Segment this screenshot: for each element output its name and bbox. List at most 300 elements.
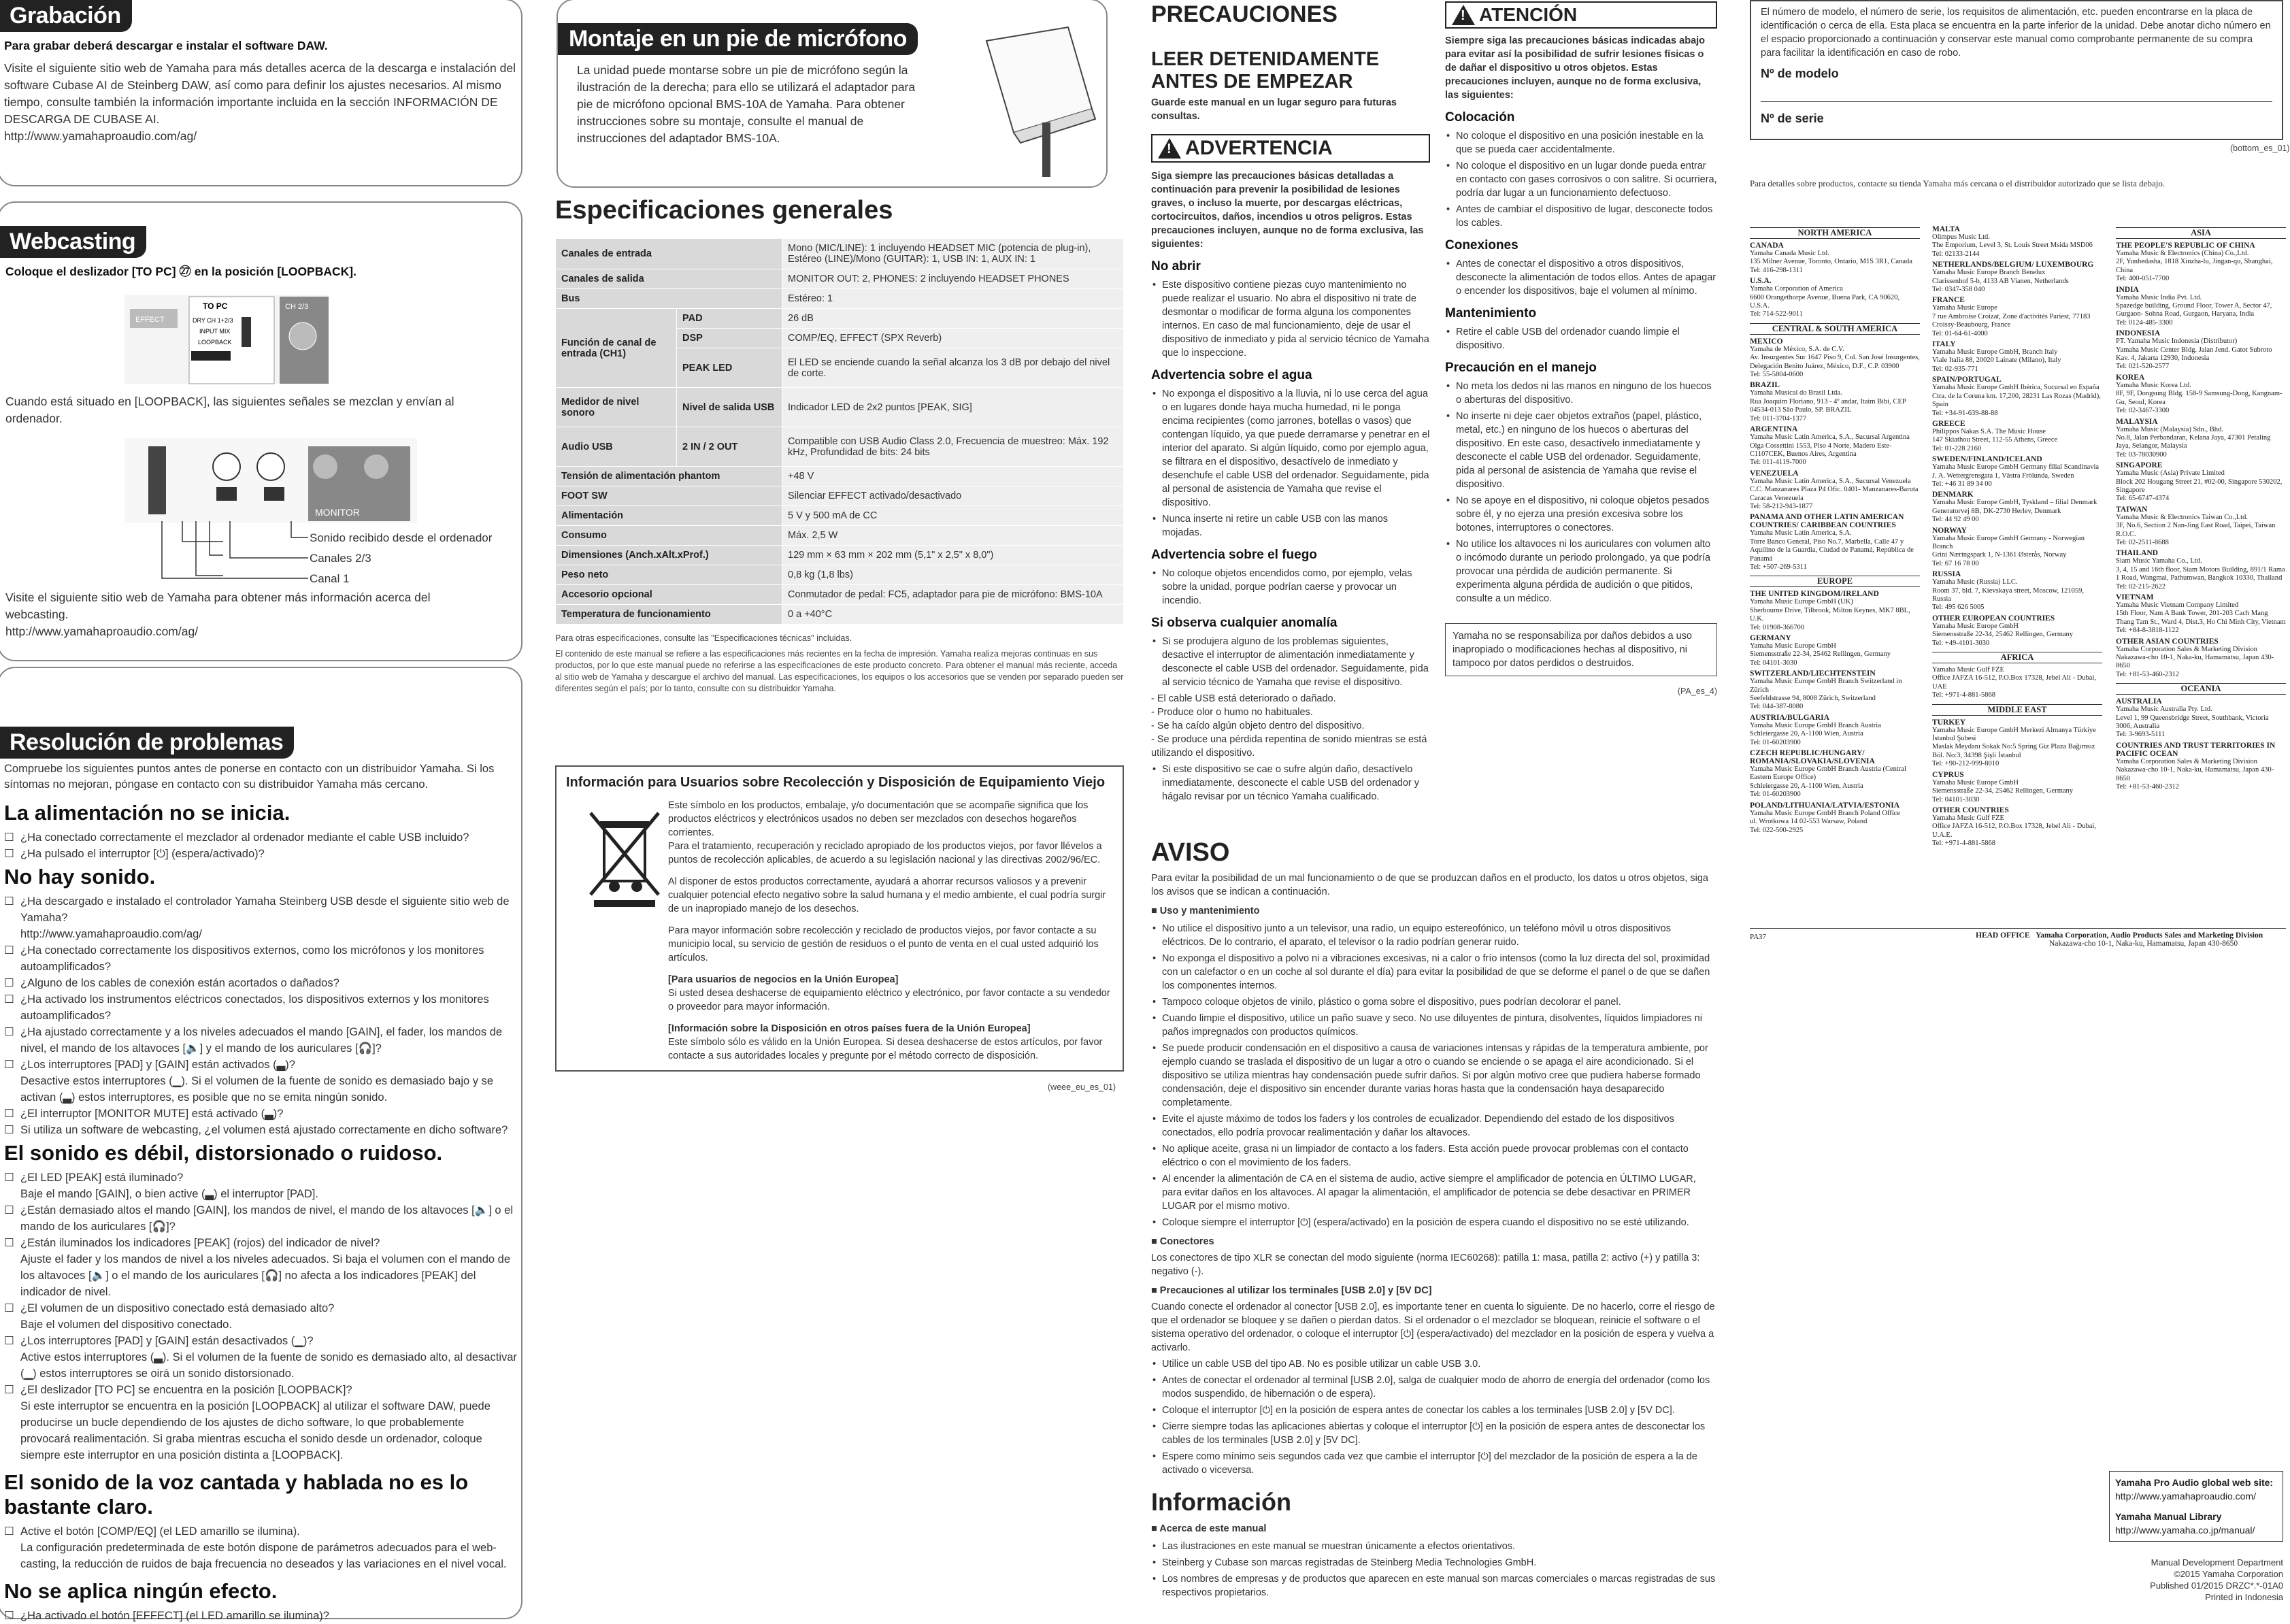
country-heading: NETHERLANDS/BELGIUM/ LUXEMBOURG — [1932, 261, 2094, 269]
precautions-lead: LEER DETENIDAMENTE ANTES DE EMPEZAR — [1151, 48, 1380, 93]
country-heading: THAILAND — [2116, 549, 2158, 558]
country-heading: OTHER EUROPEAN COUNTRIES — [1932, 614, 2055, 623]
dealer-company: Yamaha Music India Pvt. Ltd. — [2116, 293, 2202, 301]
row-value: MONITOR OUT: 2, PHONES: 2 incluyendo HEADSET PHONES — [782, 269, 1124, 289]
country-heading: INDIA — [2116, 285, 2139, 294]
list-item: • No exponga el dispositivo a polvo ni a vibraciones excesivas, ni a calor o frío intensos (como la luz directa del sol, proximidad con un calefactor o en un coche al sol durante el día) para evitar la posibilidad de que se deforme el panel o de que se dañen los componentes internos. — [1151, 952, 1717, 993]
webcasting-panel — [0, 201, 522, 661]
row-value: 0,8 kg (1,8 lbs) — [782, 565, 1124, 585]
precautions-title: PRECAUCIONES — [1151, 1, 1338, 27]
weee-h5: [Información sobre la Disposición en otros países fuera de la Unión Europea] — [668, 1023, 1031, 1034]
check-item: ☐ ¿El deslizador [TO PC] se encuentra en la posición [LOOPBACK]? — [4, 1382, 517, 1398]
dealer-address: Siemensstraße 22-34, 25462 Rellingen, Germany — [1932, 787, 2074, 795]
check-answer: Desactive estos interruptores (▁). Si el volumen de la fuente de sonido es demasiado bajo y se activan (▃) estos interruptores, es posible que no se emita ningún sonido. — [20, 1075, 494, 1104]
head-office-row — [1750, 928, 2286, 948]
country-heading: THE PEOPLE'S REPUBLIC OF CHINA — [2116, 242, 2255, 250]
dealer-address: Tel: +46 31 89 34 00 — [1932, 480, 1992, 488]
country-heading: CYPRUS — [1932, 770, 1964, 779]
country-heading: MALTA — [1932, 225, 1960, 233]
dealer-company: Yamaha Music Australia Pty. Ltd. — [2116, 706, 2212, 714]
aviso-sub-usb-label: Precauciones al utilizar los terminales [USB 2.0] y [5V DC] — [1159, 1285, 1432, 1296]
dealer-company: Yamaha Music Europe GmbH Branch Poland Office — [1750, 809, 1900, 817]
country-heading: CANADA — [1750, 242, 1784, 250]
row-header: Alimentación — [556, 506, 782, 526]
mic-stand-title: Montaje en un pie de micrófono — [558, 23, 918, 55]
dealer-address: Nakazawa-cho 10-1, Naka-ku, Hamamatsu, Japan 430-8650 — [2116, 766, 2274, 782]
check-item: ☐ ¿Los interruptores [PAD] y [GAIN] están desactivados (▁)? — [4, 1333, 517, 1349]
aviso-text: Para evitar la posibilidad de un mal funcionamiento o de que se produzcan daños en el producto, los datos u otros objetos, siga los avisos que se indican a continuación. — [1151, 873, 1708, 897]
sub-conexiones: Conexiones — [1445, 238, 1519, 252]
table-row — [556, 585, 1124, 605]
dealer-company: Yamaha Music Europe GmbH Germany filial Scandinavia — [1932, 463, 2100, 471]
dealer-address: Av. Insurgentes Sur 1647 Piso 9, Col. San José Insurgentes, Delegación Benito Juárez, México, D.F., C.P. 03900 — [1750, 354, 1920, 370]
sub-manejo: Precaución en el manejo — [1445, 361, 1597, 375]
anomaly-item: - Produce olor o humo no habituales. — [1151, 707, 1313, 718]
aviso-sub-conectores-label: Conectores — [1159, 1236, 1214, 1247]
check-item: ☐ ¿Ha conectado correctamente los dispositivos externos, como los micrófonos y los monitores autoamplificados? — [4, 942, 517, 975]
model-label: Nº de modelo — [1761, 67, 2272, 102]
check-item: ☐ ¿Alguno de los cables de conexión están acortados o dañados? — [4, 975, 517, 991]
aviso-sub-uso: ■ Uso y mantenimiento — [1151, 906, 1260, 916]
dealer-address: Torre Banco General, Piso No.7, Marbella, Calle 47 y Aquilino de la Guardia, Ciudad de Panamá, República de Panamá — [1750, 537, 1914, 563]
row-value: Mono (MIC/LINE): 1 incluyendo HEADSET MIC (potencia de plug-in), Estéreo (LINE)/Mono (GUITAR): 1, USB IN: 1, AUX IN: 1 — [782, 239, 1124, 269]
weee-p5: Este símbolo sólo es válido en la Unión Europea. Si desea deshacerse de estos artículos, por favor contacte a sus autoridades locales y pregunte por el método correcto de disposición. — [668, 1037, 1103, 1061]
dealer-address: Tel: 02133-2144 — [1932, 250, 1980, 258]
info-sub-label: Acerca de este manual — [1159, 1523, 1267, 1534]
dealer-address: 135 Milner Avenue, Toronto, Ontario, M1S 3R1, Canada — [1750, 258, 1912, 266]
dealer-address: Tel: 02-2511-8688 — [2116, 538, 2169, 546]
country-heading: CZECH REPUBLIC/HUNGARY/ ROMANIA/SLOVAKIA/SLOVENIA — [1750, 749, 1875, 766]
precautions-leadsub: Guarde este manual en un lugar seguro para futuras consultas. — [1151, 97, 1397, 122]
dealer-address: Tel: +34-91-639-88-88 — [1932, 409, 1998, 417]
dealer-address: Tel: +49-4101-3030 — [1932, 639, 1990, 647]
dealer-company: Yamaha Music (Malaysia) Sdn., Bhd. — [2116, 425, 2223, 433]
row-subheader: 2 IN / 2 OUT — [677, 427, 782, 467]
dealer-company: Siam Music Yamaha Co., Ltd. — [2116, 557, 2202, 565]
dealer-company: Yamaha Music (Russia) LLC. — [1932, 578, 2018, 586]
dealer-company: Yamaha Music Gulf FZE — [1932, 814, 2004, 822]
check-item: ☐ ¿Están iluminados los indicadores [PEAK] (rojos) del indicador de nivel? — [4, 1235, 517, 1251]
websites-box — [2109, 1471, 2283, 1542]
dealer-address: The Emporium, Level 3, St. Louis Street Msida MSD06 — [1932, 242, 2093, 250]
sub-mantenimiento: Mantenimiento — [1445, 306, 1537, 320]
dealer-address: Tel: 58-212-943-1877 — [1750, 502, 1813, 510]
country-heading: AUSTRIA/BULGARIA — [1750, 713, 1829, 722]
row-value: Compatible con USB Audio Class 2.0, Frecuencia de muestreo: Máx. 192 kHz, Profundidad de bits: 24 bits — [782, 427, 1124, 467]
row-value: Silenciar EFFECT activado/desactivado — [782, 486, 1124, 506]
column-3 — [1138, 0, 1723, 1607]
dealer-address: Viale Italia 88, 20020 Lainate (Milano), Italy — [1932, 357, 2061, 365]
svg-text:INPUT MIX: INPUT MIX — [199, 328, 231, 335]
list-item: • Antes de conectar el ordenador al terminal [USB 2.0], salga de cualquier modo de ahorro de energía del ordenador (como los modos suspendido, de hibernación o de espera). — [1151, 1374, 1717, 1401]
row-value: Conmutador de pedal: FC5, adaptador para pie de micrófono: BMS-10A — [782, 585, 1124, 605]
row-subheader: PAD — [677, 309, 782, 329]
table-row — [556, 467, 1124, 486]
dealer-company: Yamaha Music Korea Ltd. — [2116, 381, 2191, 389]
warning-icon — [1452, 5, 1475, 25]
precautions-right — [1445, 1, 1717, 697]
country-heading: OTHER ASIAN COUNTRIES — [2116, 637, 2219, 646]
dealer-col-c — [2116, 223, 2286, 792]
loopback-signal-diagram — [5, 433, 509, 589]
dealer-address: Clarissenhof 5-b, 4133 AB Vianen, Netherlands — [1932, 277, 2069, 285]
row-header: Medidor de nivel sonoro — [556, 388, 677, 427]
grabacion-panel — [0, 0, 522, 186]
table-row — [556, 269, 1124, 289]
list-item: • Antes de cambiar el dispositivo de lugar, desconecte todos los cables. — [1445, 203, 1717, 230]
dealer-company: Yamaha Corporation of America — [1750, 285, 1843, 293]
dealer-address: Tel: 416-298-1311 — [1750, 266, 1803, 274]
table-row — [556, 546, 1124, 565]
check-item: ☐ ¿El volumen de un dispositivo conectado está demasiado alto? — [4, 1300, 517, 1316]
weee-p1: Este símbolo en los productos, embalaje, y/o documentación que se acompañe significa que los productos eléctricos y electrónicos usados no deben ser mezclados con desechos hogareños corrientes. — [668, 800, 1089, 838]
dealer-company: Yamaha Canada Music Ltd. — [1750, 250, 1829, 257]
advertencia-text: Siga siempre las precauciones básicas detalladas a continuación para prevenir la posibilidad de lesiones graves, o incluso la muerte, por descargas eléctricas, cortocircuitos, daños, incendios u otros peligros. Estas precauciones incluyen, aunque no de forma exclusiva, las siguientes: — [1151, 171, 1424, 250]
list-item: • Antes de conectar el dispositivo a otros dispositivos, desconecte la alimentación de todos ellos. Antes de apagar o encender los dispositivos, baje el volumen al mínimo. — [1445, 257, 1717, 298]
site2-url[interactable]: http://www.yamaha.co.jp/manual/ — [2115, 1525, 2255, 1536]
svg-text:Canal 1: Canal 1 — [310, 572, 350, 585]
row-value: El LED se enciende cuando la señal alcanza los 3 dB por debajo del nivel de corte. — [782, 348, 1124, 388]
country-heading: FRANCE — [1932, 296, 1965, 305]
dealer-address: Tel: +971-4-881-5868 — [1932, 840, 1995, 848]
list-item: • No se apoye en el dispositivo, ni coloque objetos pesados sobre él, y no ejerza una presión excesiva sobre los botones, interruptores o conectores. — [1445, 494, 1717, 535]
dealer-address: Tel: +81-53-460-2312 — [2116, 670, 2179, 678]
aviso-sub-uso-label: Uso y mantenimiento — [1159, 906, 1260, 916]
row-header: Temperatura de funcionamiento — [556, 605, 782, 625]
dealer-address: Tel: +507-269-5311 — [1750, 563, 1807, 571]
pa-code: (PA_es_4) — [1677, 686, 1717, 696]
dealer-company: Yamaha Music Europe — [1932, 304, 1997, 312]
svg-text:EFFECT: EFFECT — [135, 316, 165, 324]
table-row — [556, 289, 1124, 309]
dealer-company: Yamaha Music Europe GmbH — [1932, 622, 2019, 630]
head-office — [1976, 931, 2263, 948]
region-heading: MIDDLE EAST — [1932, 704, 2102, 716]
dealer-address: Tel: 011-4119-7000 — [1750, 459, 1806, 467]
country-heading: KOREA — [2116, 373, 2145, 382]
dealer-address: Tel: 400-051-7700 — [2116, 275, 2170, 283]
dealer-company: Yamaha Music Europe Branch Benelux — [1932, 269, 2046, 277]
dealer-address: 3F, No.6, Section 2 Nan-Jing East Road, Taipei, Taiwan R.O.C. — [2116, 522, 2276, 538]
webcasting-title: Webcasting — [0, 226, 146, 258]
row-header: Accesorio opcional — [556, 585, 782, 605]
row-value: 26 dB — [782, 309, 1124, 329]
table-row — [556, 239, 1124, 269]
list-item: • No meta los dedos ni las manos en ninguno de los huecos o aberturas del dispositivo. — [1445, 380, 1717, 407]
dealer-company: Yamaha Music Europe GmbH (UK) — [1750, 598, 1853, 606]
dealer-address: Yamaha Music Center Bldg. Jalan Jend. Gatot Subroto Kav. 4, Jakarta 12930, Indonesia — [2116, 346, 2272, 363]
dealer-col-b — [1932, 223, 2102, 848]
dealer-address: Nakazawa-cho 10-1, Naka-ku, Hamamatsu, Japan 430-8650 — [2116, 654, 2274, 670]
dealer-address: ul. Wrotkowa 14 02-553 Warsaw, Poland — [1750, 818, 1868, 826]
aviso-sub-usb: ■ Precauciones al utilizar los terminales [USB 2.0] y [5V DC] — [1151, 1285, 1432, 1296]
dealer-company: Yamaha Music Europe GmbH Branch Austria (Central Eastern Europe Office) — [1750, 765, 1906, 782]
spec-title: Especificaciones generales — [555, 196, 893, 225]
dealer-address: No.8, Jalan Perbandaran, Kelana Jaya, 47301 Petaling Jaya, Selangor, Malaysia — [2116, 433, 2271, 450]
row-header: Audio USB — [556, 427, 677, 467]
footer-line: Published 01/2015 DRZC*.*-01A0 — [2150, 1580, 2283, 1591]
grabacion-body: Visite el siguiente sitio web de Yamaha para más detalles acerca de la descarga e instalación del software Cubase AI de Steinberg DAW, así como para definir los ajustes necesarios. Al mismo tiempo, consulte también la información importante incluida en la sección INFORMACIÓN DE DESCARGA DE CUBASE AI. — [4, 61, 516, 126]
region-heading: EUROPE — [1750, 576, 1920, 587]
list-item: • Las ilustraciones en este manual se muestran únicamente a efectos orientativos. — [1151, 1540, 1717, 1553]
disclaimer-box: Yamaha no se responsabiliza por daños debidos a uso inapropiado o modificaciones hechas al dispositivo, ni tampoco por datos perdidos o destruidos. — [1445, 623, 1717, 676]
dealer-company: Yamaha Music Vietnam Company Limited — [2116, 601, 2239, 609]
sub-agua: Advertencia sobre el agua — [1151, 368, 1312, 382]
dealer-address: Tel: 022-500-2925 — [1750, 826, 1804, 834]
weee-p2: Al disponer de estos productos correctamente, ayudará a ahorrar recursos valiosos y a prevenir cualquier potencial efecto negativo sobre la salud humana y el medio ambiente, el cual podría surgir de un inapropiado manejo de los desechos. — [668, 876, 1106, 914]
row-value: COMP/EQ, EFFECT (SPX Reverb) — [782, 329, 1124, 348]
row-header: Consumo — [556, 526, 782, 546]
dealer-address: Tel: 01-60203900 — [1750, 791, 1801, 799]
dealer-address: Level 1, 99 Queensbridge Street, Southbank, Victoria 3006, Australia — [2116, 714, 2269, 731]
country-heading: POLAND/LITHUANIA/LATVIA/ESTONIA — [1750, 801, 1900, 810]
dealer-address: Tel: +81-53-460-2312 — [2116, 783, 2179, 791]
row-value: Indicador LED de 2x2 puntos [PEAK, SIG] — [782, 388, 1124, 427]
anomaly-item: - Se produce una pérdida repentina de sonido mientras se está utilizando el dispositivo. — [1151, 734, 1427, 759]
check-item: ☐ ¿Ha pulsado el interruptor [⏻] (espera/activado)? — [4, 846, 517, 862]
row-value: 129 mm × 63 mm × 202 mm (5,1" x 2,5" x 8,0") — [782, 546, 1124, 565]
dealer-address: Office JAFZA 16-512, P.O.Box 17328, Jebel Ali - Dubai, U.A.E. — [1932, 823, 2097, 839]
troubleshooting-title: Resolución de problemas — [0, 727, 294, 759]
dealer-address: Office JAFZA 16-512, P.O.Box 17328, Jebel Ali - Dubai, UAE — [1932, 674, 2097, 691]
list-item: • Tampoco coloque objetos de vinilo, plástico o goma sobre el dispositivo, pues podrían decolorar el panel. — [1151, 995, 1717, 1009]
list-item: • Se puede producir condensación en el dispositivo a causa de variaciones intensas y rápidas de la temperatura ambiente, por ejemplo cuando se traslada el dispositivo de un lugar a otro o cuando se enciende o se apaga el aire acondicionado. Si el dispositivo se utiliza mientras hay condensación puede sufrir daños. Si por algún motivo cree que pudiera haberse formado condensación, deje el dispositivo sin encender durante varias horas hasta que la condensación haya desaparecido completamente. — [1151, 1042, 1717, 1110]
list-item: • Cierre siempre todas las aplicaciones abiertas y coloque el interruptor [⏻] en la posición de espera antes de desconectar los cables de los terminales [USB 2.0] y [5V DC]. — [1151, 1420, 1717, 1447]
model-serial-box — [1750, 0, 2283, 140]
check-item: ☐ ¿Ha conectado correctamente el mezclador al ordenador mediante el cable USB incluido? — [4, 829, 517, 846]
dealer-address: Tel: 01908-366700 — [1750, 623, 1805, 631]
country-heading: TURKEY — [1932, 718, 1966, 727]
check-item: ☐ ¿El LED [PEAK] está iluminado? — [4, 1170, 517, 1186]
dealer-address: 3, 4, 15 and 16th floor, Siam Motors Building, 891/1 Rama 1 Road, Wangmai, Pathumwan, Bangkok 10330, Thailand — [2116, 565, 2285, 582]
row-header: Peso neto — [556, 565, 782, 585]
driver-url[interactable]: http://www.yamahaproaudio.com/ag/ — [20, 928, 202, 940]
footer-line: Manual Development Department — [2151, 1557, 2283, 1568]
dealer-address: Tel: +90-212-999-8010 — [1932, 760, 1999, 768]
mic-stand-body: La unidad puede montarse sobre un pie de micrófono según la ilustración de la derecha; para ello se utilizará el adaptador para pie de micrófono opcional BMS-10A de Yamaha. Para obtener instrucciones sobre su montaje, consulte el manual de instrucciones del adaptador BMS-10A. — [577, 63, 916, 145]
aviso-sub-conectores: ■ Conectores — [1151, 1236, 1214, 1247]
dealer-address: Siemensstraße 22-34, 25462 Rellingen, Germany — [1932, 631, 2074, 639]
dealer-company: Yamaha Music & Electronics Taiwan Co.,Ltd. — [2116, 513, 2248, 521]
heading-no-sound: No hay sonido. — [4, 865, 156, 889]
heading-no-power: La alimentación no se inicia. — [4, 801, 291, 825]
head-office-label: HEAD OFFICE — [1976, 931, 2030, 940]
svg-text:Sonido recibido desde el orden: Sonido recibido desde el ordenador — [310, 531, 493, 544]
serial-label: Nº de serie — [1761, 112, 1824, 125]
country-heading: BRAZIL — [1750, 381, 1780, 390]
dealer-address: Room 37, bld. 7, Kievskaya street, Moscow, 121059, Russia — [1932, 586, 2085, 603]
bottom-code: (bottom_es_01) — [2230, 144, 2290, 153]
dealer-address: Spazedge building, Ground Floor, Tower A, Sector 47, Gurgaon- Sohna Road, Gurgaon, Haryana, India — [2116, 302, 2272, 318]
dealer-address: Tel: 44 92 49 00 — [1932, 516, 1979, 524]
list-item: • Nunca inserte ni retire un cable USB con las manos mojadas. — [1151, 512, 1430, 540]
dealer-company: PT. Yamaha Music Indonesia (Distributor) — [2116, 337, 2238, 346]
footer-line: ©2015 Yamaha Corporation — [2174, 1569, 2283, 1579]
country-heading: DENMARK — [1932, 491, 1974, 499]
dealer-address: Tel: 021-520-2577 — [2116, 363, 2170, 371]
spec-table — [555, 238, 1124, 625]
dealer-address: Seefeldstrasse 94, 8008 Zürich, Switzerland — [1750, 695, 1876, 703]
check-item: ☐ ¿Ha activado el botón [EFFECT] (el LED amarillo se ilumina)? — [4, 1608, 517, 1624]
check-answer: Ajuste el fader y los mandos de nivel a los niveles adecuados. Si baja el volumen con el mando de los altavoces [🔈] o el mando de los auriculares [🎧] no afecta a los indicadores [PEAK] del indicador de nivel. — [20, 1253, 511, 1298]
row-header: Canales de salida — [556, 269, 782, 289]
aviso-title: AVISO — [1151, 838, 1230, 867]
list-item: • Los nombres de empresas y de productos que aparecen en este manual son marcas comerciales o marcas registradas de sus respectivos propietarios. — [1151, 1572, 1717, 1600]
list-item: • No coloque el dispositivo en una posición inestable en la que se pueda caer accidentalmente. — [1445, 129, 1717, 156]
dealer-address: Maslak Meydanı Sokak No:5 Spring Giz Plaza Bağımsız Böl. No:3, 34398 Şişli İstanbul — [1932, 743, 2095, 759]
table-row — [556, 526, 1124, 546]
dealer-company: Yamaha Musical do Brasil Ltda. — [1750, 389, 1842, 397]
dealer-address: Tel: 67 16 78 00 — [1932, 559, 1979, 567]
dealer-address: Tel: +84-8-3818-1122 — [2116, 627, 2179, 635]
svg-text:CH 2/3: CH 2/3 — [285, 303, 309, 311]
list-item: • Al encender la alimentación de CA en el sistema de audio, active siempre el amplificador de potencia en ÚLTIMO LUGAR, para evitar daños en los altavoces. Al apagar la alimentación, el amplificador de potencia se debe desactivar en PRIMER LUGAR por el mismo motivo. — [1151, 1172, 1717, 1213]
country-heading: SPAIN/PORTUGAL — [1932, 376, 2002, 384]
country-heading: SINGAPORE — [2116, 461, 2163, 470]
contact-text: Para detalles sobre productos, contacte su tienda Yamaha más cercana o el distribuidor autorizado que se lista debajo. — [1750, 178, 2165, 188]
spec-note-1: Para otras especificaciones, consulte las "Especificaciones técnicas" incluidas. — [555, 633, 852, 643]
column-2 — [544, 0, 1128, 1607]
country-heading: MALAYSIA — [2116, 417, 2158, 426]
dealer-company: Yamaha Music Gulf FZE — [1932, 666, 2004, 674]
region-heading: CENTRAL & SOUTH AMERICA — [1750, 323, 1920, 335]
anomaly-item: - Se ha caído algún objeto dentro del dispositivo. — [1151, 720, 1365, 731]
row-value: Estéreo: 1 — [782, 289, 1124, 309]
dealer-company: Yamaha Corporation Sales & Marketing Division — [2116, 645, 2258, 653]
table-row — [556, 565, 1124, 585]
dealer-company: Yamaha Music Europe GmbH Merkezi Almanya Türkiye İstanbul Şubesi — [1932, 726, 2096, 743]
mic-stand-panel — [557, 0, 1108, 188]
country-heading: PANAMA AND OTHER LATIN AMERICAN COUNTRIES/ CARIBBEAN COUNTRIES — [1750, 513, 1904, 530]
dealer-address: Sherbourne Drive, Tilbrook, Milton Keynes, MK7 8BL, U.K. — [1750, 606, 1910, 623]
row-value: 5 V y 500 mA de CC — [782, 506, 1124, 526]
row-subheader: DSP — [677, 329, 782, 348]
aviso-section — [1151, 838, 1717, 1602]
weee-title: Información para Usuarios sobre Recolección y Disposición de Equipamiento Viejo — [566, 775, 1106, 790]
row-header: Bus — [556, 289, 782, 309]
troubleshooting-panel — [0, 667, 522, 1622]
list-item: • Steinberg y Cubase son marcas registradas de Steinberg Media Technologies GmbH. — [1151, 1556, 1717, 1570]
warning-icon — [1158, 138, 1181, 159]
dealer-company: Yamaha Music Latin America, S.A., Sucursal Argentina — [1750, 433, 1910, 442]
grabacion-url[interactable]: http://www.yamahaproaudio.com/ag/ — [4, 129, 197, 143]
list-item: • Retire el cable USB del ordenador cuando limpie el dispositivo. — [1445, 325, 1717, 352]
mic-stand-illustration — [966, 20, 1102, 177]
row-header: Tensión de alimentación phantom — [556, 467, 782, 486]
country-heading: INDONESIA — [2116, 329, 2161, 338]
dealer-address: Tel: 01-60203900 — [1750, 738, 1801, 746]
svg-text:TO PC: TO PC — [203, 301, 228, 311]
weee-p1b: Para el tratamiento, recuperación y reciclado apropiado de los productos viejos, por favor llévelos a puntos de recolección aplicables, de acuerdo a su legislación nacional y las directivas 2002/96/EC. — [668, 841, 1102, 865]
dealer-company: Yamaha Music Europe GmbH Germany - Norwegian Branch — [1932, 534, 2085, 550]
dealer-address: 6600 Orangethorpe Avenue, Buena Park, CA 90620, U.S.A. — [1750, 293, 1899, 310]
check-item: ☐ Active el botón [COMP/EQ] (el LED amarillo se ilumina). — [4, 1523, 517, 1540]
list-item: • No exponga el dispositivo a la lluvia, ni lo use cerca del agua o en lugares donde haya mucha humedad, ni le ponga encima recipientes (como jarrones, botellas o vasos) que contengan líquido, ya que puede derramarse y penetrar en el interior del aparato. Si algún líquido, como por ejemplo agua, se filtrara en el dispositivo, desactívelo de inmediato y desenchufe el cable USB del ordenador. Seguidamente, pida al personal de asistencia de Yamaha que revise el dispositivo. — [1151, 387, 1430, 510]
check-item: ☐ ¿Están demasiado altos el mando [GAIN], los mandos de nivel, el mando de los altavoces [🔈] o el mando de los auriculares [🎧]? — [4, 1202, 517, 1235]
precautions-left — [1151, 1, 1430, 806]
dealer-company: Yamaha Music Europe GmbH Branch Austria — [1750, 721, 1881, 729]
dealer-company: Olimpus Music Ltd. — [1932, 233, 1990, 241]
spec-note-2: El contenido de este manual se refiere a las especificaciones más recientes en la fecha de impresión. Yamaha realiza mejoras continuas en sus productos, por lo que este manual puede no referirse a las especificaciones de este producto concreto. Para obtener el manual más reciente, acceda al sitio web de Yamaha y descargue el archivo del manual. Las especificaciones, los equipos o los accesorios que se venden por separado pueden ser diferentes según el país; por lo tanto, consulte con su distribuidor Yamaha. — [555, 649, 1124, 693]
weee-p3: Para mayor información sobre recolección y reciclado de productos viejos, por favor contacte a su municipio local, su servicio de gestión de residuos o el punto de venta en el cual usted adquirió los artículos. — [668, 925, 1099, 963]
dealer-address: 8F, 9F, Dongsung Bldg. 158-9 Samsung-Dong, Kangnam-Gu, Seoul, Korea — [2116, 390, 2283, 406]
list-item: • Si este dispositivo se cae o sufre algún daño, desactívelo inmediatamente, desconecte el cable USB del ordenador y hágalo revisar por un técnico Yamaha cualificado. — [1151, 763, 1430, 803]
dealer-company: Yamaha Music Latin America, S.A., Sucursal Venezuela — [1750, 477, 1911, 485]
dealer-address: 15th Floor, Nam A Bank Tower, 201-203 Cach Mang Thang Tam St., Ward 4, Dist.3, Ho Chi Minh City, Vietnam — [2116, 610, 2286, 626]
sub-colocacion: Colocación — [1445, 110, 1515, 125]
list-item: • No aplique aceite, grasa ni un limpiador de contacto a los faders. Esta acción puede provocar problemas con el contacto eléctrico o con el movimiento de los faders. — [1151, 1142, 1717, 1170]
row-header: Función de canal de entrada (CH1) — [556, 309, 677, 388]
usb-text: Cuando conecte el ordenador al conector [USB 2.0], es importante tener en cuenta lo siguiente. De no hacerlo, corre el riesgo de que el ordenador se bloquee y se dañen o pierdan datos. Si el ordenador o el mezclador se bloquean, reinicie el software o el sistema operativo del ordenador, o coloque el interruptor [⏻] (espera/activado) del mezclador en la posición de espera y vuelva a activarlo. — [1151, 1302, 1715, 1353]
check-item: ☐ ¿Los interruptores [PAD] y [GAIN] están activados (▃)? — [4, 1057, 517, 1073]
dealer-address: Tel: 011-3704-1377 — [1750, 414, 1807, 422]
conectores-text: Los conectores de tipo XLR se conectan del modo siguiente (norma IEC60268): patilla 1: masa, patilla 2: activo (+) y patilla 3: negativo (-). — [1151, 1253, 1700, 1277]
site2-label: Yamaha Manual Library — [2115, 1511, 2222, 1522]
dealer-address: 2F, Yunhedasha, 1818 Xinzha-lu, Jingan-qu, Shanghai, China — [2116, 258, 2273, 274]
dealer-address: J. A. Wettergrensgata 1, Västra Frölunda, Sweden — [1932, 471, 2074, 480]
dealer-company: Yamaha Music Europe GmbH, Branch Italy — [1932, 348, 2058, 357]
weee-code: (weee_eu_es_01) — [1048, 1082, 1116, 1092]
site1-url[interactable]: http://www.yamahaproaudio.com/ — [2115, 1491, 2256, 1502]
dealer-company: Yamaha Music Europe GmbH — [1750, 642, 1836, 650]
country-heading: NORWAY — [1932, 526, 1967, 535]
head-office-name: Yamaha Corporation, Audio Products Sales and Marketing Division — [2036, 931, 2263, 940]
dealer-address: Tel: 03-78030900 — [2116, 450, 2167, 459]
table-row — [556, 605, 1124, 625]
region-heading: ASIA — [2116, 227, 2286, 239]
dealer-address: Tel: 04101-3030 — [1932, 795, 1980, 803]
check-item: ☐ ¿Ha activado los instrumentos eléctricos conectados, los dispositivos externos y los monitores autoamplificados? — [4, 991, 517, 1024]
row-header: FOOT SW — [556, 486, 782, 506]
dealer-address: Tel: 01-64-61-4000 — [1932, 329, 1988, 337]
table-row — [556, 309, 1124, 329]
dealer-address: Schleiergasse 20, A-1100 Wien, Austria — [1750, 782, 1863, 790]
dealer-company: Yamaha Music Europe GmbH Ibérica, Sucursal en España — [1932, 384, 2100, 392]
anomaly-item: - El cable USB está deteriorado o dañado. — [1151, 693, 1336, 704]
dealer-company: Yamaha Music Latin America, S.A. — [1750, 529, 1852, 537]
dealer-address: Tel: 0347-358 040 — [1932, 286, 1985, 294]
webcasting-url[interactable]: http://www.yamahaproaudio.com/ag/ — [5, 625, 199, 638]
country-heading: OTHER COUNTRIES — [1932, 806, 2009, 814]
footer-line: Printed in Indonesia — [2205, 1592, 2283, 1602]
check-item: ☐ ¿El interruptor [MONITOR MUTE] está activado (▃)? — [4, 1106, 517, 1122]
check-answer: Baje el volumen del dispositivo conectado. — [20, 1319, 232, 1331]
dealer-company: Yamaha Music & Electronics (China) Co.,Ltd. — [2116, 250, 2249, 257]
check-item: ☐ ¿Ha ajustado correctamente y a los niveles adecuados el mando [GAIN], el fader, los mandos de nivel, el mando de los altavoces [🔈] y el mando de los auriculares [🎧]? — [4, 1024, 517, 1057]
row-value: +48 V — [782, 467, 1124, 486]
dealer-address: Tel: 3-9693-5111 — [2116, 731, 2165, 739]
list-item: • Coloque siempre el interruptor [⏻] (espera/activado) en la posición de espera cuando el dispositivo no se esté utilizando. — [1151, 1216, 1717, 1229]
list-item: • Si se produjera alguno de los problemas siguientes, desactive el interruptor de alimentación inmediatamente y desconecte el cable USB del ordenador. Seguidamente, pida al servicio técnico de Yamaha que revise el dispositivo. — [1151, 635, 1430, 689]
list-item: • No utilice los altavoces ni los auriculares con volumen alto o incómodo durante un periodo prolongado, ya que podría provocar una pérdida de audición permanente. Si experimenta alguna pérdida de audición o que pitidos, consulte a un médico. — [1445, 537, 1717, 606]
country-heading: ARGENTINA — [1750, 425, 1798, 434]
check-answer: Baje el mando [GAIN], o bien active (▃) el interruptor [PAD]. — [20, 1188, 318, 1200]
svg-text:MONITOR: MONITOR — [315, 507, 360, 518]
webcasting-mid: Cuando está situado en [LOOPBACK], las siguientes señales se mezclan y envían al ordenador. — [5, 395, 454, 425]
dealer-address: Tel: 044-387-8080 — [1750, 703, 1804, 711]
country-heading: TAIWAN — [2116, 505, 2148, 514]
info-sub: ■ Acerca de este manual — [1151, 1523, 1267, 1534]
column-1 — [0, 0, 524, 1622]
advertencia-header — [1151, 134, 1430, 163]
dealer-address: Rua Joaquim Floriano, 913 - 4º andar, Itaim Bibi, CEP 04534-013 São Paulo, SP. BRAZIL — [1750, 397, 1906, 414]
country-heading: COUNTRIES AND TRUST TERRITORIES IN PACIFIC OCEAN — [2116, 741, 2276, 758]
dealer-address: Tel: 55-5804-0600 — [1750, 371, 1804, 379]
list-item: • Coloque el interruptor [⏻] en la posición de espera antes de conectar los cables a los terminales [USB 2.0] y [5V DC]. — [1151, 1404, 1717, 1417]
dealer-company: Philippos Nakas S.A. The Music House — [1932, 427, 2046, 435]
pa-number: PA37 — [1750, 933, 1767, 941]
weee-p4: Si usted desea deshacerse de equipamiento eléctrico y electrónico, por favor contacte a su vendedor o proveedor para mayor información. — [668, 988, 1110, 1012]
